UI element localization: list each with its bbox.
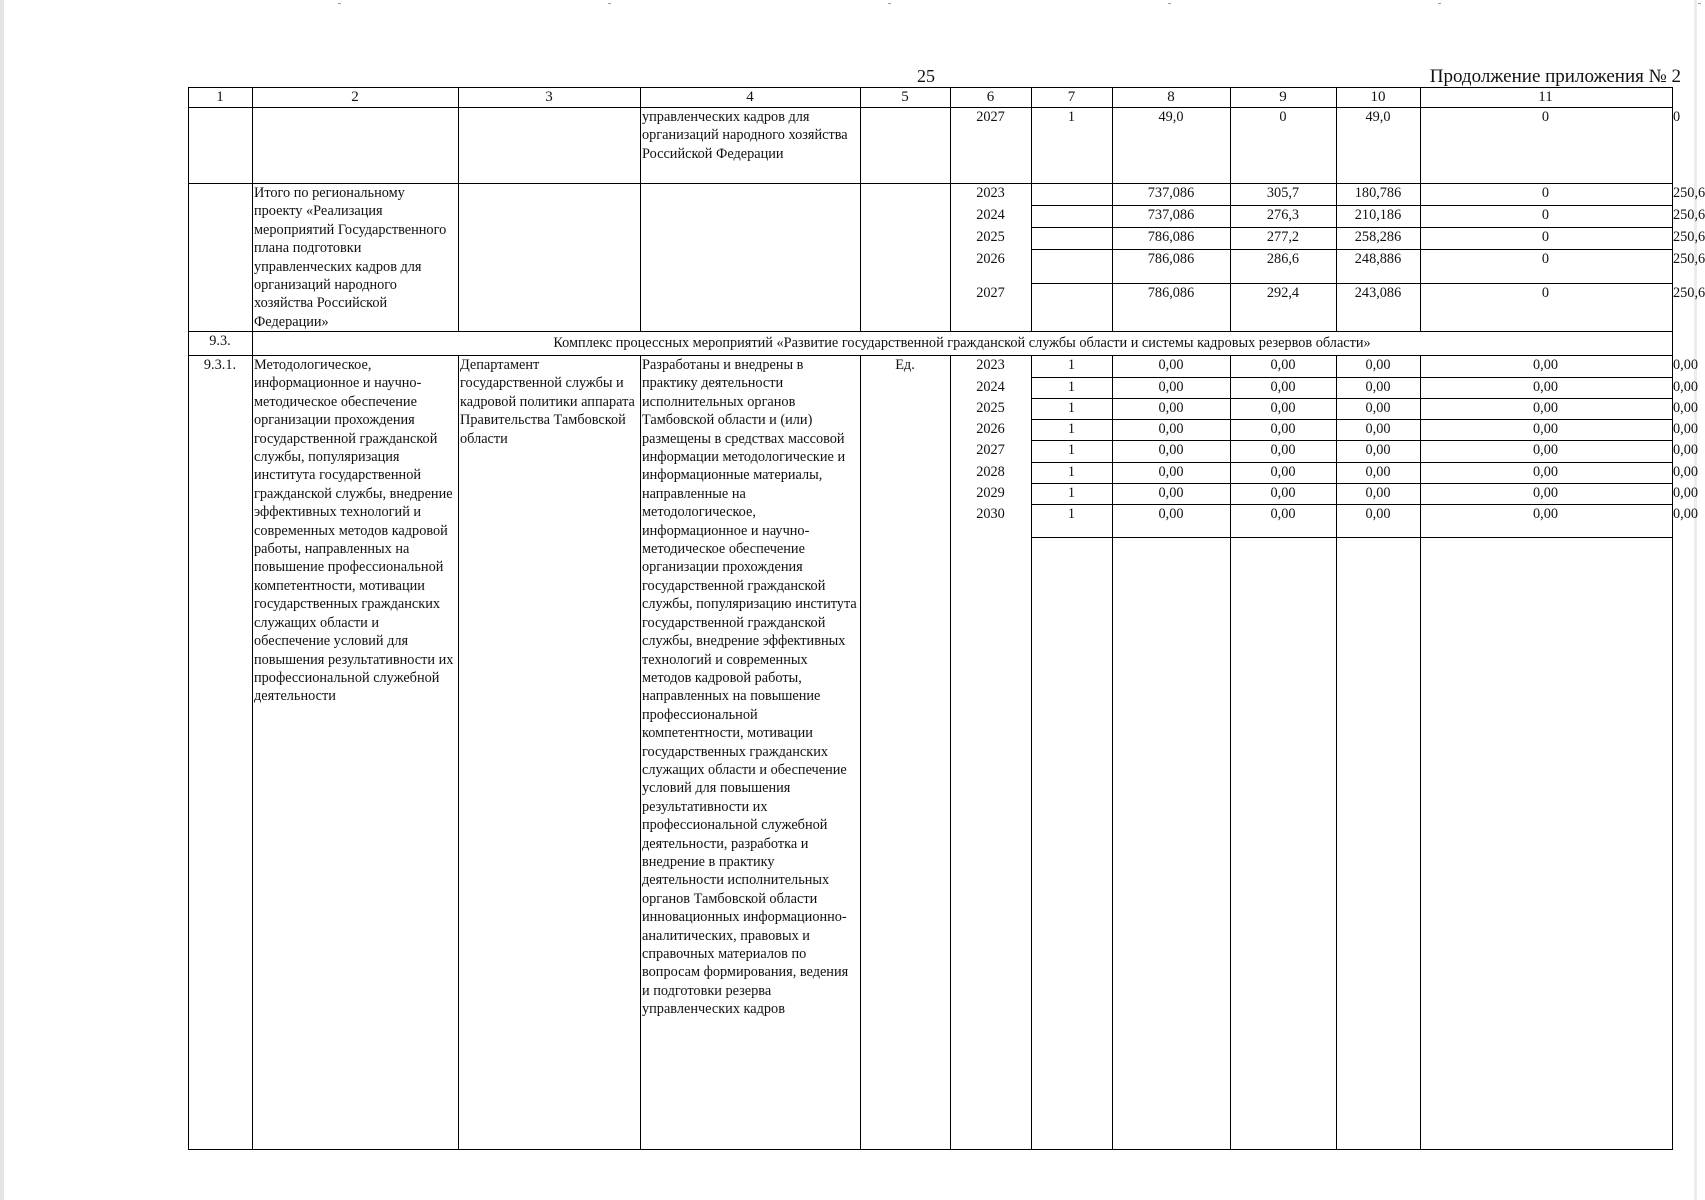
table-bottom-border <box>188 1149 1673 1150</box>
total-value-cell: 786,086 <box>1147 285 1195 301</box>
item-name: Методологическое, информационное и научно-методическое обеспечение организации прохождения государственной гражданской службы, популяризация института государственной гражданской службы, внедрение эффективных технологий и современных методов кадровой работы, направленных на повышение профессиональной компетентности, мотивации государственных гражданских служащих области и обеспечение условий для повышения результативности их профессиональной служебной деятельности <box>254 357 454 705</box>
column-rule <box>252 331 253 1150</box>
row-rule <box>188 331 1673 332</box>
column-header: 3 <box>545 89 553 105</box>
column-rule <box>1112 355 1113 1150</box>
total-value-cell: 737,086 <box>1147 185 1195 201</box>
item-value-cell: 0,00 <box>1365 464 1391 480</box>
scan-speck <box>338 3 341 4</box>
column-header: 4 <box>746 89 754 105</box>
column-header: 8 <box>1167 89 1175 105</box>
item-value-cell: 0,00 <box>1532 506 1559 522</box>
total-value-cell: 305,7 <box>1266 185 1300 201</box>
total-value-cell: 292,4 <box>1266 285 1300 301</box>
column-rule <box>1336 87 1337 332</box>
scan-edge-left <box>0 0 4 1200</box>
section-title: Комплекс процессных мероприятий «Развитие государственной гражданской службы области и системы кадровых резервов области» <box>553 335 1371 351</box>
item-value-cell: 0,00 <box>1532 421 1559 437</box>
item-value-cell: 0,00 <box>1673 506 1699 522</box>
item-value-cell: 2027 <box>976 442 1005 458</box>
item-value-cell: 2023 <box>976 357 1005 373</box>
total-value-cell: 250,6 <box>1673 185 1705 201</box>
value-cell: 0 <box>1541 109 1550 125</box>
scan-speck <box>608 3 611 4</box>
column-rule <box>640 355 641 1150</box>
total-value-cell: 243,086 <box>1354 285 1402 301</box>
item-value-cell: 0,00 <box>1532 379 1559 395</box>
item-value-cell: 0,00 <box>1158 485 1184 501</box>
total-label: Итого по региональному проекту «Реализация мероприятий Государственного плана подготовки управленческих кадров для организаций народного хозяйства Российской Федерации» <box>254 185 447 330</box>
scan-speck <box>1168 3 1171 4</box>
column-header: 2 <box>351 89 359 105</box>
column-rule <box>1420 87 1421 332</box>
item-value-cell: 0,00 <box>1270 421 1296 437</box>
item-value-cell: 1 <box>1067 485 1076 501</box>
item-value-cell: 0,00 <box>1158 421 1184 437</box>
total-value-cell: 2023 <box>976 185 1005 201</box>
item-value-cell: 0,00 <box>1158 506 1184 522</box>
scan-edge-right <box>1694 0 1697 1200</box>
column-rule <box>1230 355 1231 1150</box>
item-value-cell: 0,00 <box>1673 464 1699 480</box>
column-header: 5 <box>901 89 909 105</box>
scan-speck <box>1438 3 1441 4</box>
item-value-cell: 0,00 <box>1365 379 1391 395</box>
value-cell: 1 <box>1067 109 1076 125</box>
column-rule <box>950 355 951 1150</box>
item-result: Разработаны и внедрены в практику деятельности исполнительных органов Тамбовской области и (или) размещены в средствах массовой информации методологические и информационные материалы, направленные на методологическое, информационное и научно-методическое обеспечение организации прохождения государственной гражданской службы, популяризацию института государственной гражданской службы, внедрение эффективных технологий и современных методов кадровой работы, направленных на повышение профессиональной компетентности, мотивации государственных гражданских служащих области и обеспечение условий для повышения результативности их профессиональной служебной деятельности, разработка и внедрение в практику деятельности исполнительных органов Тамбовской области инновационных информационно-аналитических, правовых и справочных материалов по вопросам формирования, ведения и подготовки резерва управленческих кадров <box>642 357 857 1018</box>
scan-speck <box>888 3 891 4</box>
total-value-cell: 258,286 <box>1354 229 1402 245</box>
item-value-cell: 0,00 <box>1532 442 1559 458</box>
column-rule <box>1336 355 1337 1150</box>
column-rule <box>950 87 951 332</box>
item-value-cell: 0,00 <box>1365 485 1391 501</box>
item-value-cell: 2025 <box>976 400 1005 416</box>
total-value-cell: 737,086 <box>1147 207 1195 223</box>
item-value-cell: 0,00 <box>1532 400 1559 416</box>
item-value-cell: 0,00 <box>1270 506 1296 522</box>
total-value-cell: 786,086 <box>1147 229 1195 245</box>
value-cell: 49,0 <box>1158 109 1184 125</box>
item-value-cell: 2024 <box>976 379 1005 395</box>
item-value-cell: 0,00 <box>1158 379 1184 395</box>
data-table <box>188 87 1705 1150</box>
column-rule <box>1420 355 1421 1150</box>
value-cell: 49,0 <box>1365 109 1391 125</box>
item-value-cell: 0,00 <box>1532 464 1559 480</box>
column-rule <box>860 87 861 332</box>
total-value-cell: 786,086 <box>1147 251 1195 267</box>
item-value-cell: 1 <box>1067 442 1076 458</box>
column-rule <box>1112 87 1113 332</box>
table-left-border <box>188 87 189 1150</box>
item-unit: Ед. <box>895 357 915 373</box>
item-value-cell: 2029 <box>976 485 1005 501</box>
item-value-cell: 0,00 <box>1365 357 1391 373</box>
total-value-cell: 250,6 <box>1673 229 1705 245</box>
column-rule <box>252 87 253 332</box>
value-cell: 2027 <box>976 109 1005 125</box>
total-value-cell: 286,6 <box>1266 251 1300 267</box>
value-cell: 0 <box>1673 109 1681 125</box>
total-value-cell: 0 <box>1541 229 1550 245</box>
total-value-cell: 0 <box>1541 185 1550 201</box>
item-value-cell: 0,00 <box>1270 442 1296 458</box>
item-value-cell: 0,00 <box>1673 357 1699 373</box>
item-value-cell: 1 <box>1067 379 1076 395</box>
total-value-cell: 276,3 <box>1266 207 1300 223</box>
item-value-cell: 0,00 <box>1158 464 1184 480</box>
item-value-cell: 2030 <box>976 506 1005 522</box>
item-value-cell: 0,00 <box>1158 442 1184 458</box>
column-rule <box>1230 87 1231 332</box>
item-value-cell: 0,00 <box>1673 421 1699 437</box>
item-value-cell: 0,00 <box>1532 485 1559 501</box>
item-value-cell: 0,00 <box>1158 400 1184 416</box>
column-rule <box>458 87 459 332</box>
total-value-cell: 180,786 <box>1354 185 1402 201</box>
total-value-cell: 2026 <box>976 251 1005 267</box>
item-value-cell: 0,00 <box>1673 485 1699 501</box>
column-header: 9 <box>1279 89 1287 105</box>
page-number: 25 <box>917 66 935 86</box>
item-value-cell: 0,00 <box>1270 379 1296 395</box>
column-rule <box>458 355 459 1150</box>
row-rule <box>1031 537 1673 538</box>
item-value-cell: 0,00 <box>1673 379 1699 395</box>
item-value-cell: 0,00 <box>1270 357 1296 373</box>
item-value-cell: 1 <box>1067 421 1076 437</box>
scan-speck <box>1698 3 1701 4</box>
item-value-cell: 1 <box>1067 464 1076 480</box>
total-value-cell: 277,2 <box>1266 229 1300 245</box>
item-value-cell: 1 <box>1067 506 1076 522</box>
item-value-cell: 1 <box>1067 400 1076 416</box>
item-value-cell: 0,00 <box>1365 400 1391 416</box>
column-header: 1 <box>216 89 224 105</box>
item-value-cell: 0,00 <box>1270 400 1296 416</box>
column-header: 7 <box>1067 89 1076 105</box>
total-value-cell: 250,6 <box>1673 285 1705 301</box>
column-header: 10 <box>1370 89 1386 105</box>
column-rule <box>860 355 861 1150</box>
total-value-cell: 250,6 <box>1673 207 1705 223</box>
item-value-cell: 0,00 <box>1532 357 1559 373</box>
item-value-cell: 0,00 <box>1365 421 1391 437</box>
total-value-cell: 250,6 <box>1673 251 1705 267</box>
column-rule <box>1031 355 1032 1150</box>
total-value-cell: 0 <box>1541 285 1550 301</box>
item-executor: Департамент государственной службы и кадровой политики аппарата Правительства Тамбовской области <box>460 357 635 447</box>
item-value-cell: 2026 <box>976 421 1005 437</box>
total-value-cell: 2027 <box>976 285 1005 301</box>
result-cell: управленческих кадров для организаций народного хозяйства Российской Федерации <box>642 109 848 162</box>
total-value-cell: 2024 <box>976 207 1005 223</box>
column-header: 6 <box>986 89 995 105</box>
total-value-cell: 0 <box>1541 207 1550 223</box>
column-header: 11 <box>1538 89 1553 105</box>
total-value-cell: 210,186 <box>1354 207 1402 223</box>
value-cell: 0 <box>1279 109 1287 125</box>
item-value-cell: 0,00 <box>1365 506 1391 522</box>
item-value-cell: 0,00 <box>1270 464 1296 480</box>
continuation-note: Продолжение приложения № 2 <box>1429 66 1681 87</box>
item-value-cell: 1 <box>1067 357 1076 373</box>
item-value-cell: 0,00 <box>1673 400 1699 416</box>
item-value-cell: 2028 <box>976 464 1005 480</box>
column-rule <box>1031 87 1032 332</box>
item-value-cell: 0,00 <box>1270 485 1296 501</box>
total-value-cell: 2025 <box>976 229 1005 245</box>
item-value-cell: 0,00 <box>1673 442 1699 458</box>
total-value-cell: 248,886 <box>1354 251 1402 267</box>
section-number: 9.3. <box>209 333 231 349</box>
column-rule <box>640 87 641 332</box>
item-value-cell: 0,00 <box>1158 357 1184 373</box>
item-number: 9.3.1. <box>203 357 237 373</box>
total-value-cell: 0 <box>1541 251 1550 267</box>
item-value-cell: 0,00 <box>1365 442 1391 458</box>
